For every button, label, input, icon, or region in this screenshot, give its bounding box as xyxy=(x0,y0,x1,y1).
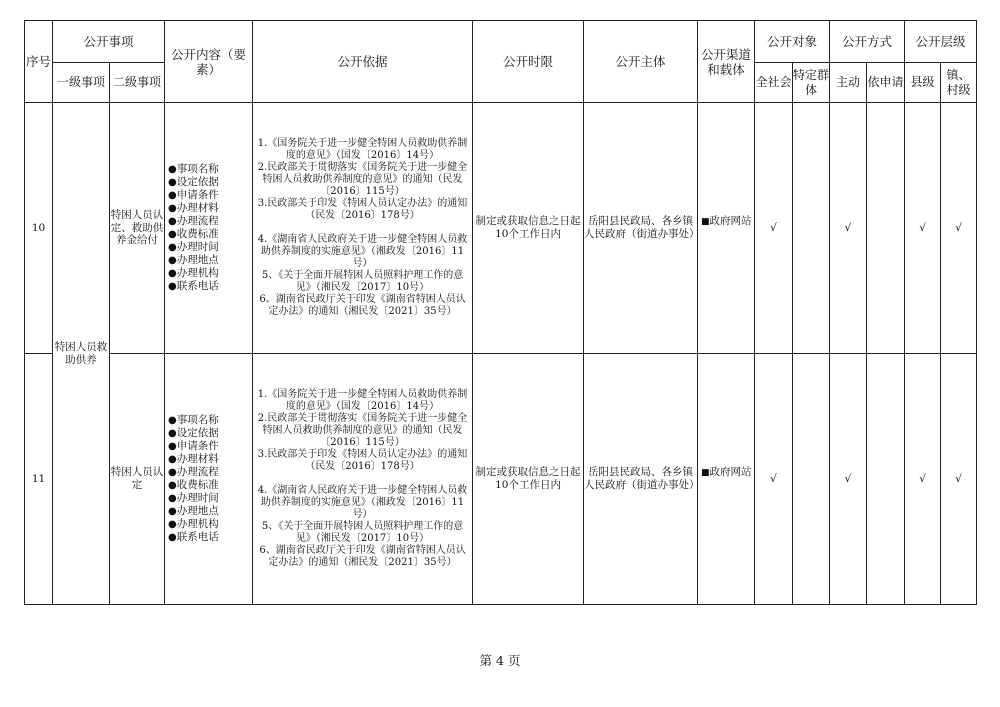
basis-item: 3.民政部关于印发《特困人员认定办法》的通知（民发〔2016〕178号） xyxy=(257,198,468,221)
content-item: ● 收费标准 xyxy=(168,479,252,492)
header-channel: 公开渠道和载体 xyxy=(698,21,755,103)
basis-gap xyxy=(257,473,468,485)
level-county-check: √ xyxy=(905,103,941,354)
content-item: ● 办理机构 xyxy=(168,518,252,531)
header-subject: 公开主体 xyxy=(584,21,698,103)
level2-item: 特困人员认定 xyxy=(110,354,165,605)
content-item: ● 办理时间 xyxy=(168,492,252,505)
basis-list xyxy=(253,354,473,605)
header-target-all: 全社会 xyxy=(755,63,793,103)
basis-item: 5、《关于全面开展特困人员照料护理工作的意见》（湘民发〔2017〕10号） xyxy=(261,521,464,544)
content-item: ● 事项名称 xyxy=(168,414,252,427)
content-item: ● 办理时间 xyxy=(168,241,252,254)
header-content: 公开内容（要素） xyxy=(165,21,253,103)
content-item: ● 设定依据 xyxy=(168,176,252,189)
header-time-limit: 公开时限 xyxy=(473,21,584,103)
level1-item: 特困人员救助供养 xyxy=(53,103,110,605)
basis-item: 6、湖南省民政厅关于印发《湖南省特困人员认定办法》的通知（湘民发〔2021〕35号） xyxy=(259,294,466,317)
content-item: ● 办理材料 xyxy=(168,202,252,215)
subject: 岳阳县民政局、各乡镇人民政府（街道办事处） xyxy=(584,354,698,605)
content-item: ● 设定依据 xyxy=(168,427,252,440)
level-county-check: √ xyxy=(905,354,941,605)
channel-label: 政府网站 xyxy=(709,466,752,478)
header-matter: 公开事项 xyxy=(53,21,165,63)
method-active-check: √ xyxy=(830,103,867,354)
target-specific-check xyxy=(793,354,830,605)
target-all-check: √ xyxy=(755,103,793,354)
content-item: ● 收费标准 xyxy=(168,228,252,241)
header-seq: 序号 xyxy=(25,21,53,103)
header-method-request: 依申请 xyxy=(867,63,905,103)
method-active-check: √ xyxy=(830,354,867,605)
header-level-town: 镇、村级 xyxy=(941,63,977,103)
header-target-specific: 特定群体 xyxy=(793,63,830,103)
disclosure-table xyxy=(24,20,977,605)
basis-item: 5、《关于全面开展特困人员照料护理工作的意见》（湘民发〔2017〕10号） xyxy=(261,270,464,293)
header-level1: 一级事项 xyxy=(53,63,110,103)
target-specific-check xyxy=(793,103,830,354)
content-item: ● 联系电话 xyxy=(168,531,252,544)
time-limit: 制定或获取信息之日起10个工作日内 xyxy=(473,103,584,354)
content-item: ● 事项名称 xyxy=(168,163,252,176)
table-row xyxy=(25,354,977,605)
row-seq: 11 xyxy=(25,354,53,605)
header-basis: 公开依据 xyxy=(253,21,473,103)
content-item: ● 办理流程 xyxy=(168,466,252,479)
content-item: ● 办理地点 xyxy=(168,505,252,518)
table-row xyxy=(25,103,977,354)
level-town-check: √ xyxy=(941,103,977,354)
header-level-county: 县级 xyxy=(905,63,941,103)
basis-item: 3.民政部关于印发《特困人员认定办法》的通知（民发〔2016〕178号） xyxy=(257,449,468,472)
level-town-check: √ xyxy=(941,354,977,605)
square-bullet-icon xyxy=(701,466,710,478)
basis-item: 6、湖南省民政厅关于印发《湖南省特困人员认定办法》的通知（湘民发〔2021〕35号） xyxy=(259,545,466,568)
content-items xyxy=(165,103,253,354)
content-item: ● 办理材料 xyxy=(168,453,252,466)
channel-label: 政府网站 xyxy=(709,215,752,227)
target-all-check: √ xyxy=(755,354,793,605)
header-method-active: 主动 xyxy=(830,63,867,103)
channel xyxy=(698,103,755,354)
content-item: ● 申请条件 xyxy=(168,440,252,453)
level2-item: 特困人员认定、救助供养金给付 xyxy=(110,103,165,354)
content-item: ● 申请条件 xyxy=(168,189,252,202)
header-level: 公开层级 xyxy=(905,21,977,63)
basis-item: 1.《国务院关于进一步健全特困人员救助供养制度的意见》（国发〔2016〕14号） xyxy=(257,389,468,412)
content-item: ● 办理机构 xyxy=(168,267,252,280)
header-method: 公开方式 xyxy=(830,21,905,63)
content-item: ● 联系电话 xyxy=(168,280,252,293)
header-level2: 二级事项 xyxy=(110,63,165,103)
page-number: 第 4 页 xyxy=(479,653,521,668)
subject: 岳阳县民政局、各乡镇人民政府（街道办事处） xyxy=(584,103,698,354)
basis-item: 2.民政部关于贯彻落实《国务院关于进一步健全特困人员救助供养制度的意见》的通知（民发〔2016〕115号） xyxy=(257,413,468,448)
method-request-check xyxy=(867,354,905,605)
basis-item: 2.民政部关于贯彻落实《国务院关于进一步健全特困人员救助供养制度的意见》的通知（民发〔2016〕115号） xyxy=(257,162,468,197)
header-target: 公开对象 xyxy=(755,21,830,63)
basis-item: 4.《湖南省人民政府关于进一步健全特困人员救助供养制度的实施意见》（湘政发〔2016〕11号） xyxy=(257,234,468,269)
basis-item: 4.《湖南省人民政府关于进一步健全特困人员救助供养制度的实施意见》（湘政发〔2016〕11号） xyxy=(257,485,468,520)
basis-list xyxy=(253,103,473,354)
basis-gap xyxy=(257,222,468,234)
content-items xyxy=(165,354,253,605)
method-request-check xyxy=(867,103,905,354)
channel xyxy=(698,354,755,605)
time-limit: 制定或获取信息之日起10个工作日内 xyxy=(473,354,584,605)
square-bullet-icon xyxy=(701,215,710,227)
content-item: ● 办理地点 xyxy=(168,254,252,267)
content-item: ● 办理流程 xyxy=(168,215,252,228)
row-seq: 10 xyxy=(25,103,53,354)
basis-item: 1.《国务院关于进一步健全特困人员救助供养制度的意见》（国发〔2016〕14号） xyxy=(257,138,468,161)
